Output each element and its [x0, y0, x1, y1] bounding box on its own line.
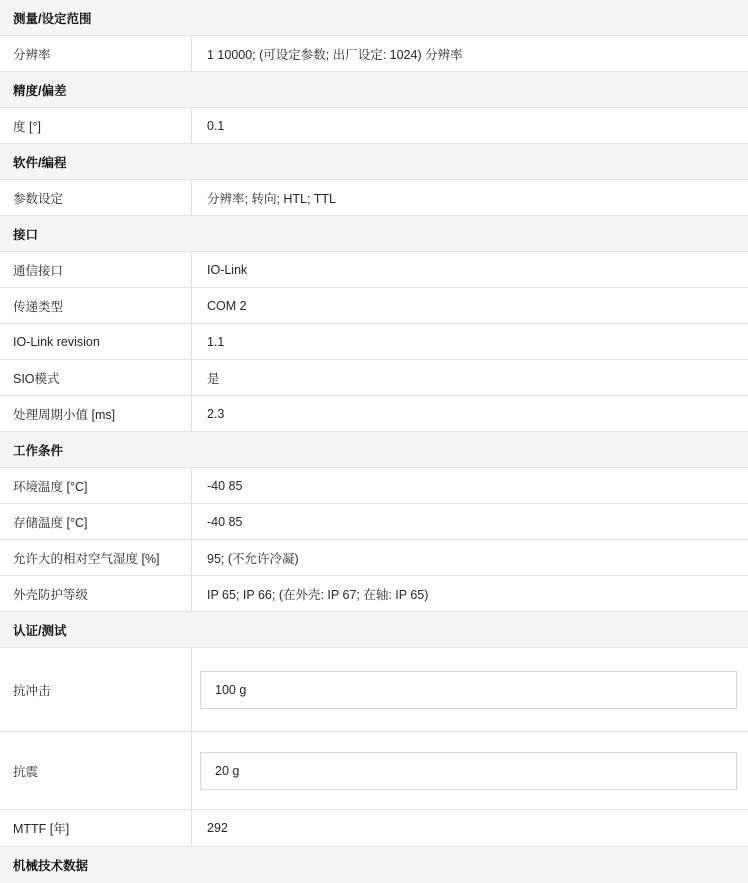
section-header-measurement-range: [0, 0, 748, 36]
row-label: MTTF [年]: [0, 810, 192, 846]
row-label: 允许大的相对空气湿度 [%]: [0, 540, 192, 575]
row-label: SIO模式: [0, 360, 192, 395]
section-header-software: [0, 144, 748, 180]
row-value: -40 85: [207, 478, 243, 493]
table-row: [0, 360, 748, 396]
table-row: [0, 810, 748, 847]
row-label: 环境温度 [°C]: [0, 468, 192, 503]
value-box: [200, 671, 737, 709]
row-label: 抗冲击: [0, 648, 192, 731]
row-value: 1 10000; (可设定参数; 出厂设定: 1024) 分辨率: [207, 47, 463, 62]
value-box: [200, 752, 737, 790]
table-row: [0, 180, 748, 216]
row-value: -40 85: [207, 514, 243, 529]
row-value: 0.1: [207, 118, 225, 133]
section-header-mechanical-data: [0, 847, 748, 883]
table-row: [0, 576, 748, 612]
table-row: [0, 648, 748, 732]
row-value: 2.3: [207, 406, 225, 421]
table-row: [0, 324, 748, 360]
row-value: 分辨率; 转向; HTL; TTL: [207, 191, 336, 206]
row-label: 处理周期小值 [ms]: [0, 396, 192, 431]
row-value: 292: [207, 821, 228, 835]
section-title: 测量/设定范围: [13, 11, 92, 26]
row-value: 95; (不允许冷凝): [207, 551, 299, 566]
table-row: [0, 504, 748, 540]
row-label: 抗震: [0, 732, 192, 809]
row-label: 通信接口: [0, 252, 192, 287]
row-label: IO-Link revision: [0, 324, 192, 359]
table-row: [0, 36, 748, 72]
row-value: 1.1: [207, 334, 225, 349]
row-value-cell: [192, 732, 748, 809]
table-row: [0, 252, 748, 288]
section-title: 工作条件: [13, 443, 64, 458]
section-title: 软件/编程: [13, 155, 67, 170]
table-row: [0, 396, 748, 432]
row-value: IP 65; IP 66; (在外壳: IP 67; 在轴: IP 65): [207, 587, 429, 602]
table-row: [0, 108, 748, 144]
row-label: 度 [°]: [0, 108, 192, 143]
row-label: 外壳防护等级: [0, 576, 192, 611]
section-title: 接口: [13, 227, 39, 242]
table-row: [0, 468, 748, 504]
section-header-certificates-tests: [0, 612, 748, 648]
row-value: 20 g: [215, 763, 240, 778]
table-row: [0, 732, 748, 810]
section-header-accuracy: [0, 72, 748, 108]
row-label: 参数设定: [0, 180, 192, 215]
row-value: COM 2: [207, 298, 247, 313]
row-value-cell: [192, 648, 748, 731]
row-value: IO-Link: [207, 262, 248, 277]
section-title: 认证/测试: [13, 623, 67, 638]
section-header-interface: [0, 216, 748, 252]
row-value: 是: [207, 371, 220, 386]
section-title: 精度/偏差: [13, 83, 67, 98]
row-value: 100 g: [215, 682, 247, 697]
section-title: 机械技术数据: [13, 859, 89, 873]
row-label: 存储温度 [°C]: [0, 504, 192, 539]
section-header-operating-conditions: [0, 432, 748, 468]
table-row: [0, 288, 748, 324]
row-label: 分辨率: [0, 36, 192, 71]
table-row: [0, 540, 748, 576]
row-label: 传递类型: [0, 288, 192, 323]
